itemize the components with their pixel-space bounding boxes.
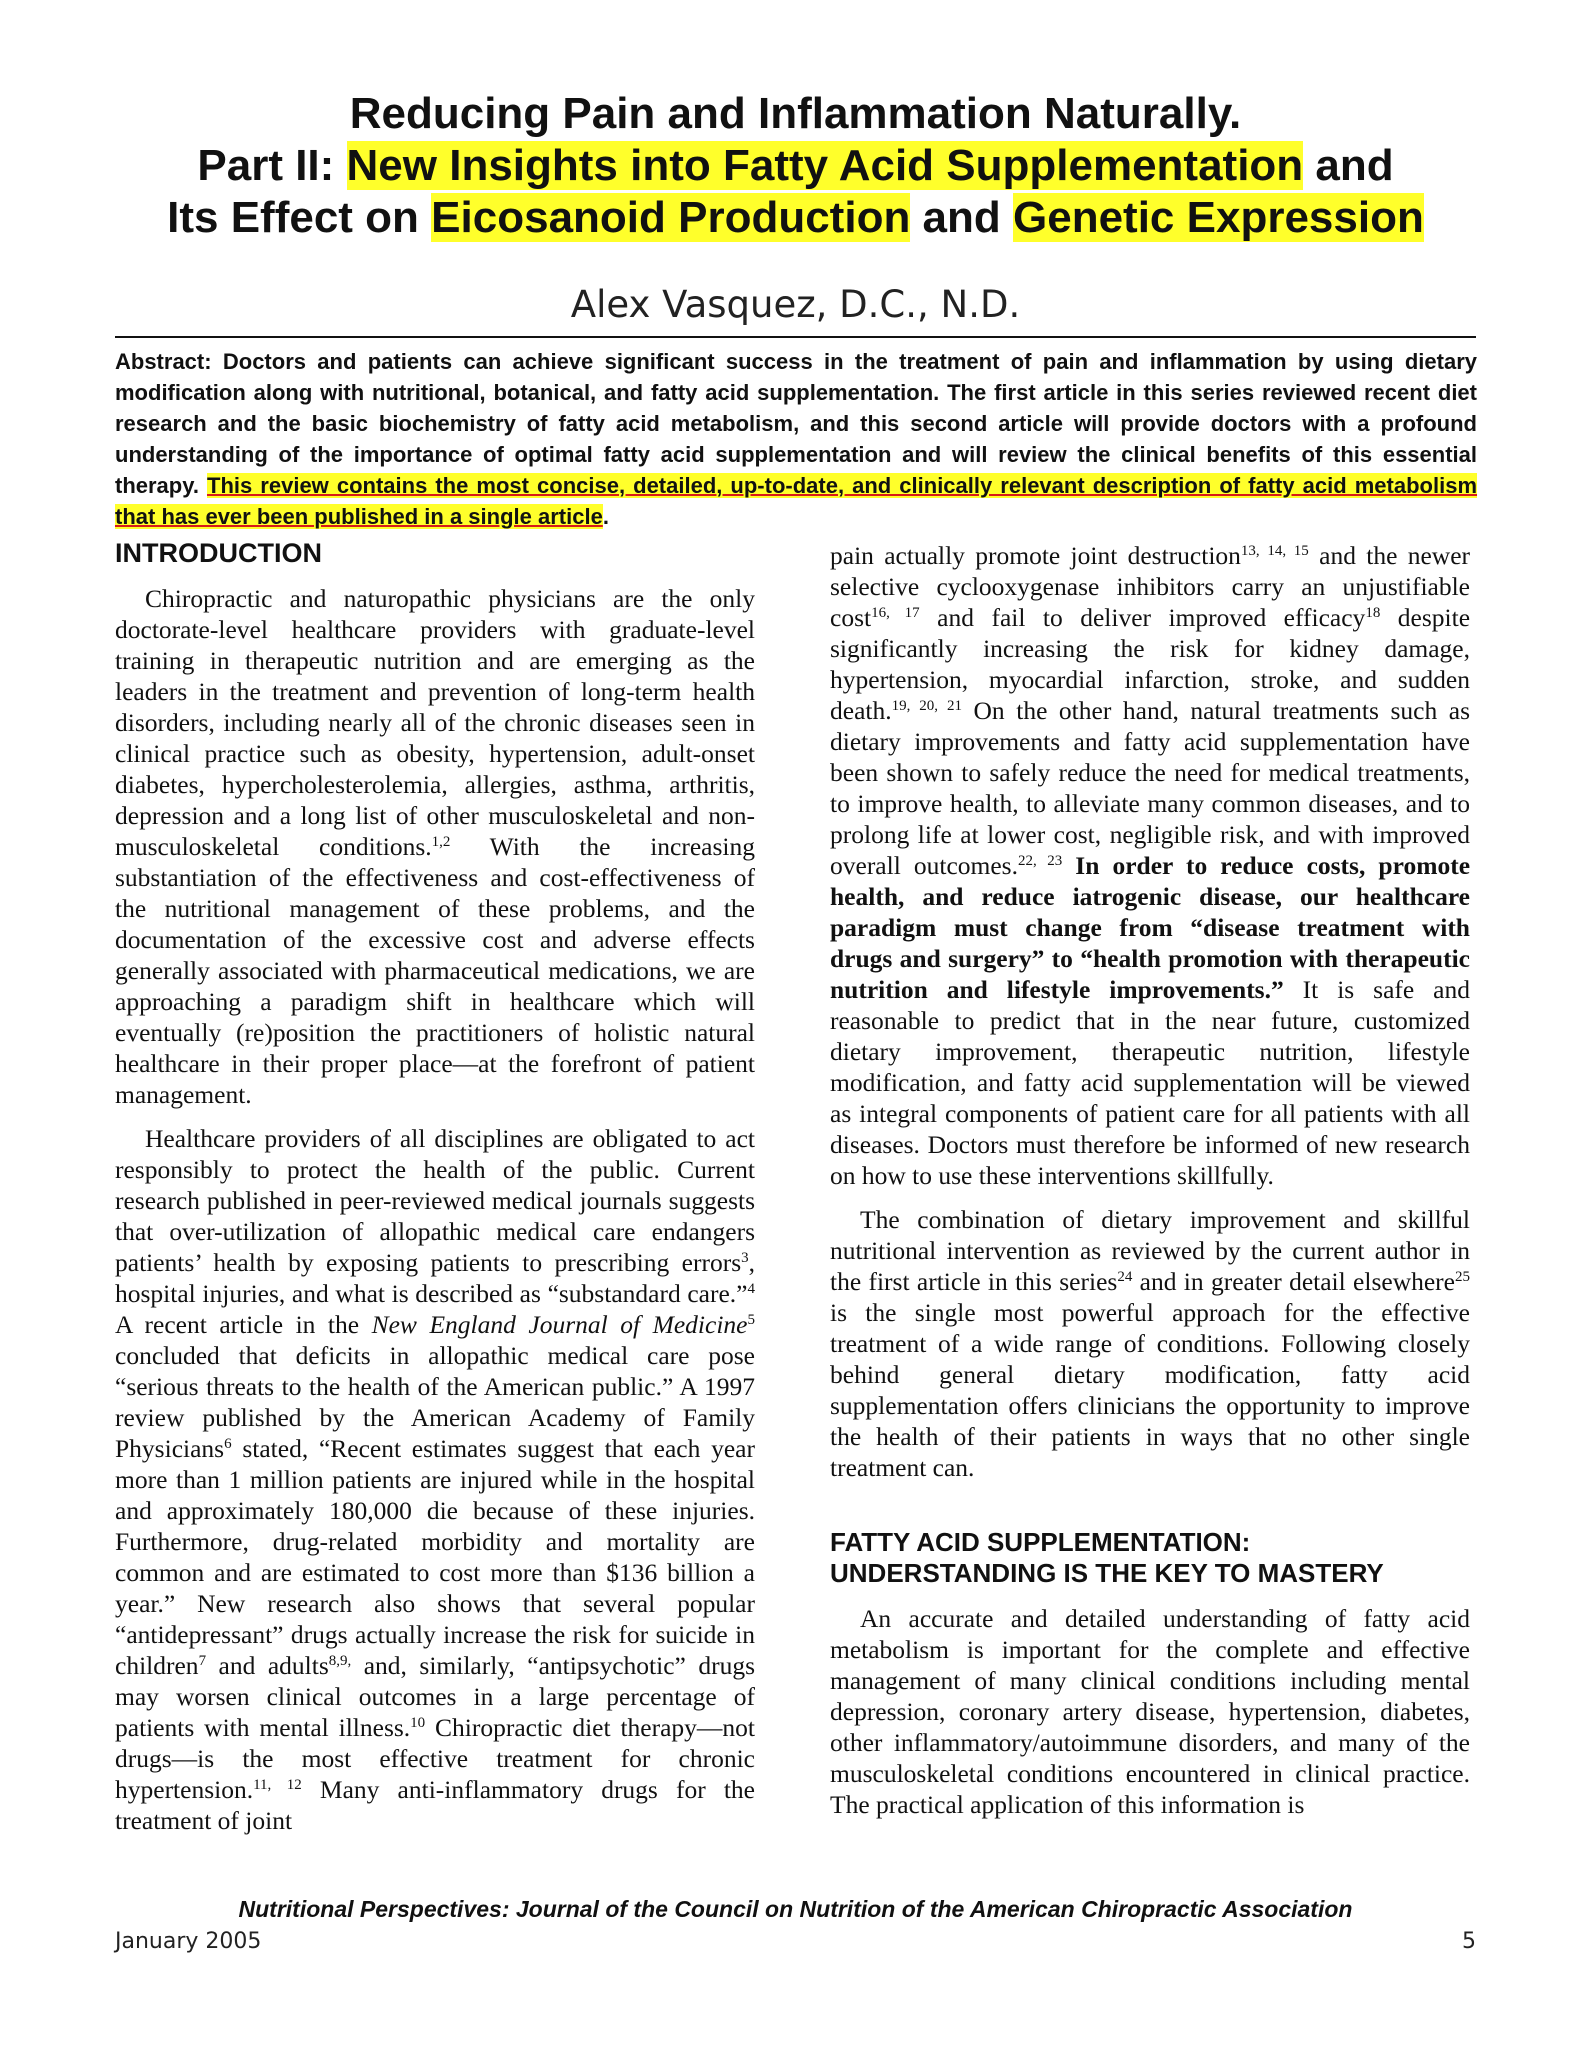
citation: 25: [1455, 1269, 1470, 1285]
text-run: is the single most powerful approach for the effective treatment of a wide range of conditions. Following closely behind general dietary modification, fatty acid supplementation offers clinicians the opportunity to improve the health of their patients in ways that no other single treatment can.: [830, 1298, 1470, 1482]
citation: 16, 17: [871, 605, 920, 621]
emphasis-text: In order to reduce costs, promote health, and reduce iatrogenic disease, our healthcare paradigm must change from “disease treatment with drugs and surgery” to “health promotion with therapeutic nutrition and lifestyle improvements.”: [830, 851, 1471, 1004]
page-number: 5: [1462, 1929, 1476, 1954]
text-run: On the other hand, natural treatments such as dietary improvements and fatty acid supplementation have been shown to safely reduce the need for medical treatments, to improve health, to alleviate many common diseases, and to prolong life at lower cost, negligible risk, and with improved overall outcomes.: [830, 696, 1471, 880]
text-run: and the newer selective cyclooxygenase inhibitors carry an unjustifiable cost: [830, 541, 1471, 632]
title-divider: [115, 336, 1476, 338]
title-highlight: New Insights into Fatty Acid Supplementation: [346, 141, 1304, 190]
citation: 8,9,: [328, 1653, 352, 1669]
abstract-end: .: [602, 504, 609, 529]
title-text: Part II:: [197, 141, 347, 190]
section-heading-introduction: INTRODUCTION: [115, 538, 322, 568]
text-run: A recent article in the: [115, 1310, 372, 1339]
footer-date: January 2005: [115, 1929, 262, 1954]
paragraph: [115, 1123, 755, 1836]
paragraph: [115, 583, 755, 1110]
citation: 10: [410, 1715, 426, 1731]
text-run: and adults: [206, 1651, 329, 1680]
text-run: The combination of dietary improvement and skillful nutritional intervention as reviewed by the current author in the first article in this series: [830, 1205, 1470, 1296]
text-run: Chiropractic diet therapy—not drugs—is the most effective treatment for chronic hypertension.: [115, 1713, 755, 1804]
text-run: and, similarly, “antipsychotic” drugs may worsen clinical outcomes in a large percentage of patients with mental illness.: [115, 1651, 755, 1742]
citation: 22, 23: [1017, 853, 1063, 869]
text-run: pain actually promote joint destruction: [830, 541, 1241, 570]
text-run: stated, “Recent estimates suggest that each year more than 1 million patients are injured while in the hospital and approximately 180,000 die because of these injuries. Furthermore, drug-related morbidity and mortality are common and are estimated to cost more than $136 billion a year.” New research also shows that several popular “antidepressant” drugs actually increase the risk for suicide in children: [115, 1434, 755, 1680]
citation: 7: [198, 1653, 207, 1669]
author-byline: Alex Vasquez, D.C., N.D.: [570, 283, 1021, 326]
title-highlight: Genetic Expression: [1013, 193, 1424, 242]
footer-journal-name: Nutritional Perspectives: Journal of the Council on Nutrition of the American Chiropractic Association: [238, 1896, 1353, 1922]
left-column: [115, 536, 755, 1849]
text-run: Many anti-inflammatory drugs for the treatment of joint: [115, 1775, 755, 1835]
title-text: and: [910, 193, 1014, 242]
citation: 13, 14, 15: [1240, 543, 1309, 559]
title-line-3: [115, 192, 1476, 244]
title-text: and: [1303, 141, 1394, 190]
citation: 11, 12: [253, 1777, 302, 1793]
citation: 5: [747, 1312, 755, 1328]
abstract-text: Abstract: Doctors and patients can achieve significant success in the treatment of pain and inflammation by using dietary modification along with nutritional, botanical, and fatty acid supplementation. The first article in this series reviewed recent diet research and the basic biochemistry of fatty acid metabolism, and this second article will provide doctors with a profound understanding of the importance of optimal fatty acid supplementation and will review the clinical benefits of this essential therapy.: [115, 349, 1477, 498]
title-highlight: Eicosanoid Production: [431, 193, 911, 242]
section-heading-fatty-acid: FATTY ACID SUPPLEMENTATION: UNDERSTANDING IS THE KEY TO MASTERY: [830, 1527, 1384, 1588]
citation: 24: [1117, 1269, 1133, 1285]
text-run: , hospital injuries, and what is described as “substandard care.”: [115, 1248, 755, 1308]
text-run: despite significantly increasing the risk for kidney damage, hypertension, myocardial infarction, stroke, and sudden death.: [830, 603, 1471, 725]
paragraph: [830, 1204, 1470, 1483]
abstract-highlight: This review contains the most concise, detailed, up-to-date, and clinically relevant description of fatty acid metabolism that has ever been published in a single article: [115, 473, 1478, 529]
paragraph: An accurate and detailed understanding of fatty acid metabolism is important for the complete and effective management of many clinical conditions including mental depression, coronary artery disease, hypertension, diabetes, other inflammatory/autoimmune disorders, and many of the musculoskeletal conditions encountered in clinical practice. The practical application of this information is: [830, 1604, 1470, 1819]
text-run: It is safe and reasonable to predict that in the near future, customized dietary improvement, therapeutic nutrition, lifestyle modification, and fatty acid supplementation will be viewed as integral components of patient care for all patients with all diseases. Doctors must therefore be informed of new research on how to use these interventions skillfully.: [830, 975, 1470, 1190]
text-run: and in greater detail elsewhere: [1132, 1267, 1455, 1296]
citation: 19, 20, 21: [891, 698, 962, 714]
title-text: Its Effect on: [167, 193, 432, 242]
text-run: Chiropractic and naturopathic physicians are the only doctorate-level healthcare providers with graduate-level training in therapeutic nutrition and are emerging as the leaders in the treatment and prevention of long-term health disorders, including nearly all of the chronic diseases seen in clinical practice such as obesity, hypertension, adult-onset diabetes, hypercholesterolemia, allergies, asthma, arthritis, depression and a long list of other musculoskeletal and non-musculoskeletal conditions.: [115, 584, 755, 861]
article-title: [115, 88, 1476, 244]
text-run: and fail to deliver improved efficacy: [919, 603, 1366, 632]
abstract: [115, 346, 1477, 532]
title-line-1: Reducing Pain and Inflammation Naturally.: [349, 89, 1242, 138]
paragraph: [830, 540, 1470, 1191]
right-column: [830, 540, 1470, 1833]
journal-name: New England Journal of Medicine: [371, 1310, 748, 1339]
citation: 18: [1365, 605, 1381, 621]
text-run: concluded that deficits in allopathic medical care pose “serious threats to the health of the American public.” A 1997 review published by the American Academy of Family Physicians: [115, 1341, 755, 1463]
title-line-2: [115, 140, 1476, 192]
citation: 3: [741, 1250, 749, 1266]
citation: 6: [224, 1436, 232, 1452]
text-run: [1062, 851, 1075, 880]
text-run: With the increasing substantiation of the effectiveness and cost-effectiveness of the nutritional management of these problems, and the documentation of the excessive cost and adverse effects generally associated with pharmaceutical medications, we are approaching a paradigm shift in healthcare which will eventually (re)position the practitioners of holistic natural healthcare in their proper place—at the forefront of patient management.: [115, 832, 755, 1109]
text-run: Healthcare providers of all disciplines are obligated to act responsibly to protect the health of the public. Current research published in peer-reviewed medical journals suggests that over-utilization of allopathic medical care endangers patients’ health by exposing patients to prescribing errors: [115, 1124, 755, 1277]
citation: 4: [747, 1281, 755, 1297]
citation: 1,2: [431, 834, 451, 850]
